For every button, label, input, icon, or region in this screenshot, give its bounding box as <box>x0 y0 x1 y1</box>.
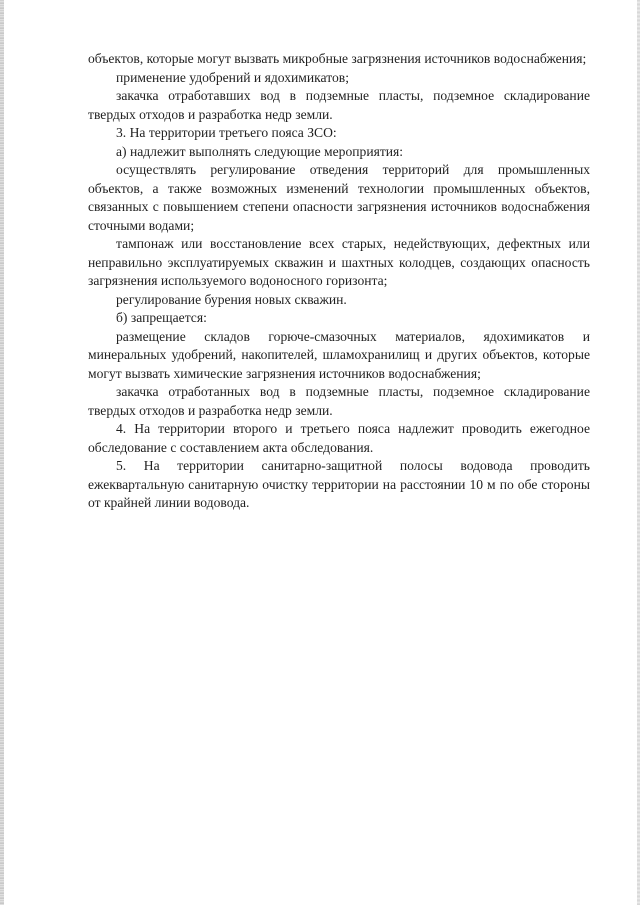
scan-edge-left <box>0 0 4 905</box>
paragraph-item-5: 5. На территории санитарно-защитной полосы водовода проводить ежеквартальную санитарную очистку территории на расстоянии 10 м по обе стороны от крайней линии водовода. <box>88 458 590 510</box>
paragraph-item-3b: б) запрещается: <box>116 310 207 325</box>
document-body <box>88 50 590 513</box>
paragraph-item-3-heading: 3. На территории третьего пояса ЗСО: <box>116 125 337 140</box>
paragraph-fertilizers: применение удобрений и ядохимикатов; <box>116 69 349 85</box>
paragraph-continuation: объектов, которые могут вызвать микробные загрязнения источников водоснабжения; <box>88 51 587 66</box>
paragraph-drilling-regulation: регулирование бурения новых скважин. <box>116 291 347 307</box>
paragraph-waste-injection-2: закачка отработанных вод в подземные пласты, подземное складирование твердых отходов и разработка недр земли. <box>88 384 590 418</box>
paragraph-land-allocation: осуществлять регулирование отведения территорий для промышленных объектов, а также возможных изменений технологии промышленных объектов, связанных с повышением степени опасности загрязнения источников водоснабжения сточными водами; <box>88 162 590 233</box>
paragraph-item-4: 4. На территории второго и третьего пояса надлежит проводить ежегодное обследование с составлением акта обследования. <box>88 421 590 455</box>
paragraph-item-3a: а) надлежит выполнять следующие мероприятия: <box>116 143 404 159</box>
paragraph-storage-prohibition: размещение складов горюче-смазочных материалов, ядохимикатов и минеральных удобрений, накопителей, шламохранилищ и других объектов, которые могут вызвать химические загрязнения источников водоснабжения; <box>88 328 590 381</box>
paragraph-waste-injection: закачка отработавших вод в подземные пласты, подземное складирование твердых отходов и разработка недр земли. <box>88 88 590 122</box>
paragraph-well-plugging: тампонаж или восстановление всех старых, недействующих, дефектных или неправильно эксплуатируемых скважин и шахтных колодцев, создающих опасность загрязнения используемого водоносного горизонта; <box>88 236 590 288</box>
